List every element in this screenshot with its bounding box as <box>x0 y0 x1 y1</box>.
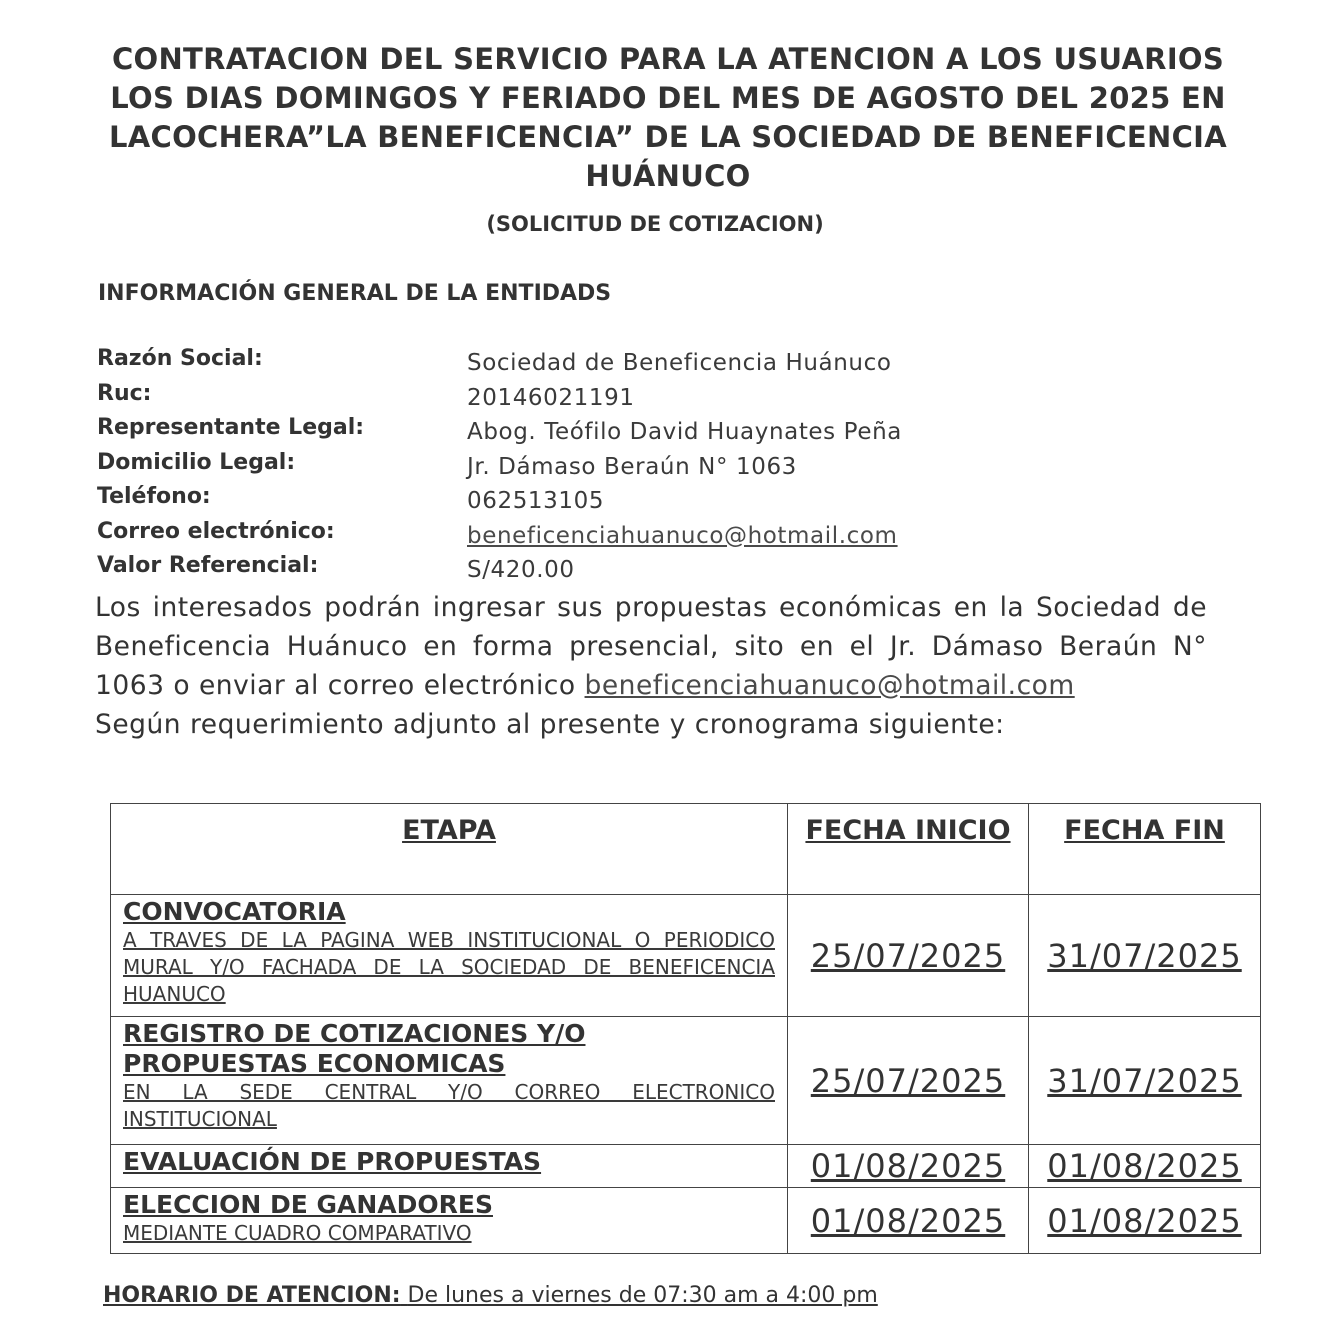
paragraph-closing: Según requerimiento adjunto al presente y cronograma siguiente: <box>95 709 1005 740</box>
stage-description: MEDIANTE CUADRO COMPARATIVO <box>123 1221 472 1245</box>
info-label: Valor Referencial: <box>97 553 319 578</box>
info-label: Razón Social: <box>97 346 263 371</box>
info-label: Teléfono: <box>97 484 211 509</box>
start-date: 25/07/2025 <box>788 895 1029 1017</box>
table-header-row <box>111 804 1261 895</box>
stage-name: EVALUACIÓN DE PROPUESTAS <box>123 1147 542 1176</box>
title-line: HUÁNUCO <box>585 159 751 193</box>
header-etapa: ETAPA <box>111 804 788 895</box>
table-row <box>111 895 1261 1017</box>
stage-description: A TRAVES DE LA PAGINA WEB INSTITUCIONAL O PERIODICO MURAL Y/O FACHADA DE LA SOCIEDAD DE BENEFICENCIA HUANUCO <box>123 928 775 1006</box>
office-hours <box>103 1283 878 1308</box>
title-line: LACOCHERA”LA BENEFICENCIA” DE LA SOCIEDAD DE BENEFICENCIA <box>108 120 1228 154</box>
info-value: Sociedad de Beneficencia Huánuco <box>467 350 892 376</box>
schedule-table <box>110 803 1261 1254</box>
info-value: 20146021191 <box>467 384 635 411</box>
info-value: 062513105 <box>467 488 605 514</box>
paragraph-text: Los interesados podrán ingresar sus propuestas económicas en la Sociedad de Beneficencia Huánuco en forma presencial, sito en el Jr. Dámaso Beraún N° 1063 o enviar al correo electrónico <box>95 592 1207 701</box>
document-subtitle: (SOLICITUD DE COTIZACION) <box>486 212 824 236</box>
end-date: 31/07/2025 <box>1029 895 1261 1017</box>
stage-description: EN LA SEDE CENTRAL Y/O CORREO ELECTRONICO INSTITUCIONAL <box>123 1080 775 1131</box>
paragraph-email-link[interactable]: beneficenciahuanuco@hotmail.com <box>584 670 1075 701</box>
info-value: S/420.00 <box>467 557 575 583</box>
document-title <box>60 40 1276 196</box>
end-date: 31/07/2025 <box>1029 1017 1261 1145</box>
start-date: 01/08/2025 <box>788 1188 1029 1254</box>
info-label: Domicilio Legal: <box>97 449 296 475</box>
header-fecha-fin: FECHA FIN <box>1029 804 1261 895</box>
info-value: Jr. Dámaso Beraún N° 1063 <box>467 453 797 480</box>
stage-name: ELECCION DE GANADORES <box>123 1190 493 1219</box>
stage-cell <box>111 895 788 1017</box>
info-label: Ruc: <box>97 380 152 406</box>
start-date: 01/08/2025 <box>788 1145 1029 1188</box>
stage-name: CONVOCATORIA <box>123 897 346 926</box>
table-row <box>111 1188 1261 1254</box>
info-label: Correo electrónico: <box>97 518 335 544</box>
end-date: 01/08/2025 <box>1029 1188 1261 1254</box>
end-date: 01/08/2025 <box>1029 1145 1261 1188</box>
instructions-paragraph <box>95 588 1207 744</box>
title-line: LOS DIAS DOMINGOS Y FERIADO DEL MES DE AGOSTO DEL 2025 EN <box>110 81 1226 115</box>
table-row <box>111 1017 1261 1145</box>
email-link[interactable]: beneficenciahuanuco@hotmail.com <box>467 522 898 549</box>
stage-cell <box>111 1188 788 1254</box>
stage-name: REGISTRO DE COTIZACIONES Y/O PROPUESTAS ECONOMICAS <box>123 1019 586 1078</box>
start-date: 25/07/2025 <box>788 1017 1029 1145</box>
stage-cell <box>111 1017 788 1145</box>
info-label: Representante Legal: <box>97 415 365 440</box>
office-hours-label: HORARIO DE ATENCION: <box>103 1283 401 1308</box>
header-fecha-inicio: FECHA INICIO <box>788 804 1029 895</box>
title-line: CONTRATACION DEL SERVICIO PARA LA ATENCION A LOS USUARIOS <box>111 42 1225 76</box>
table-row <box>111 1145 1261 1188</box>
stage-cell <box>111 1145 788 1188</box>
info-value: Abog. Teófilo David Huaynates Peña <box>467 419 902 445</box>
section-heading: INFORMACIÓN GENERAL DE LA ENTIDADS <box>98 281 612 306</box>
office-hours-value: De lunes a viernes de 07:30 am a 4:00 pm <box>407 1283 878 1308</box>
